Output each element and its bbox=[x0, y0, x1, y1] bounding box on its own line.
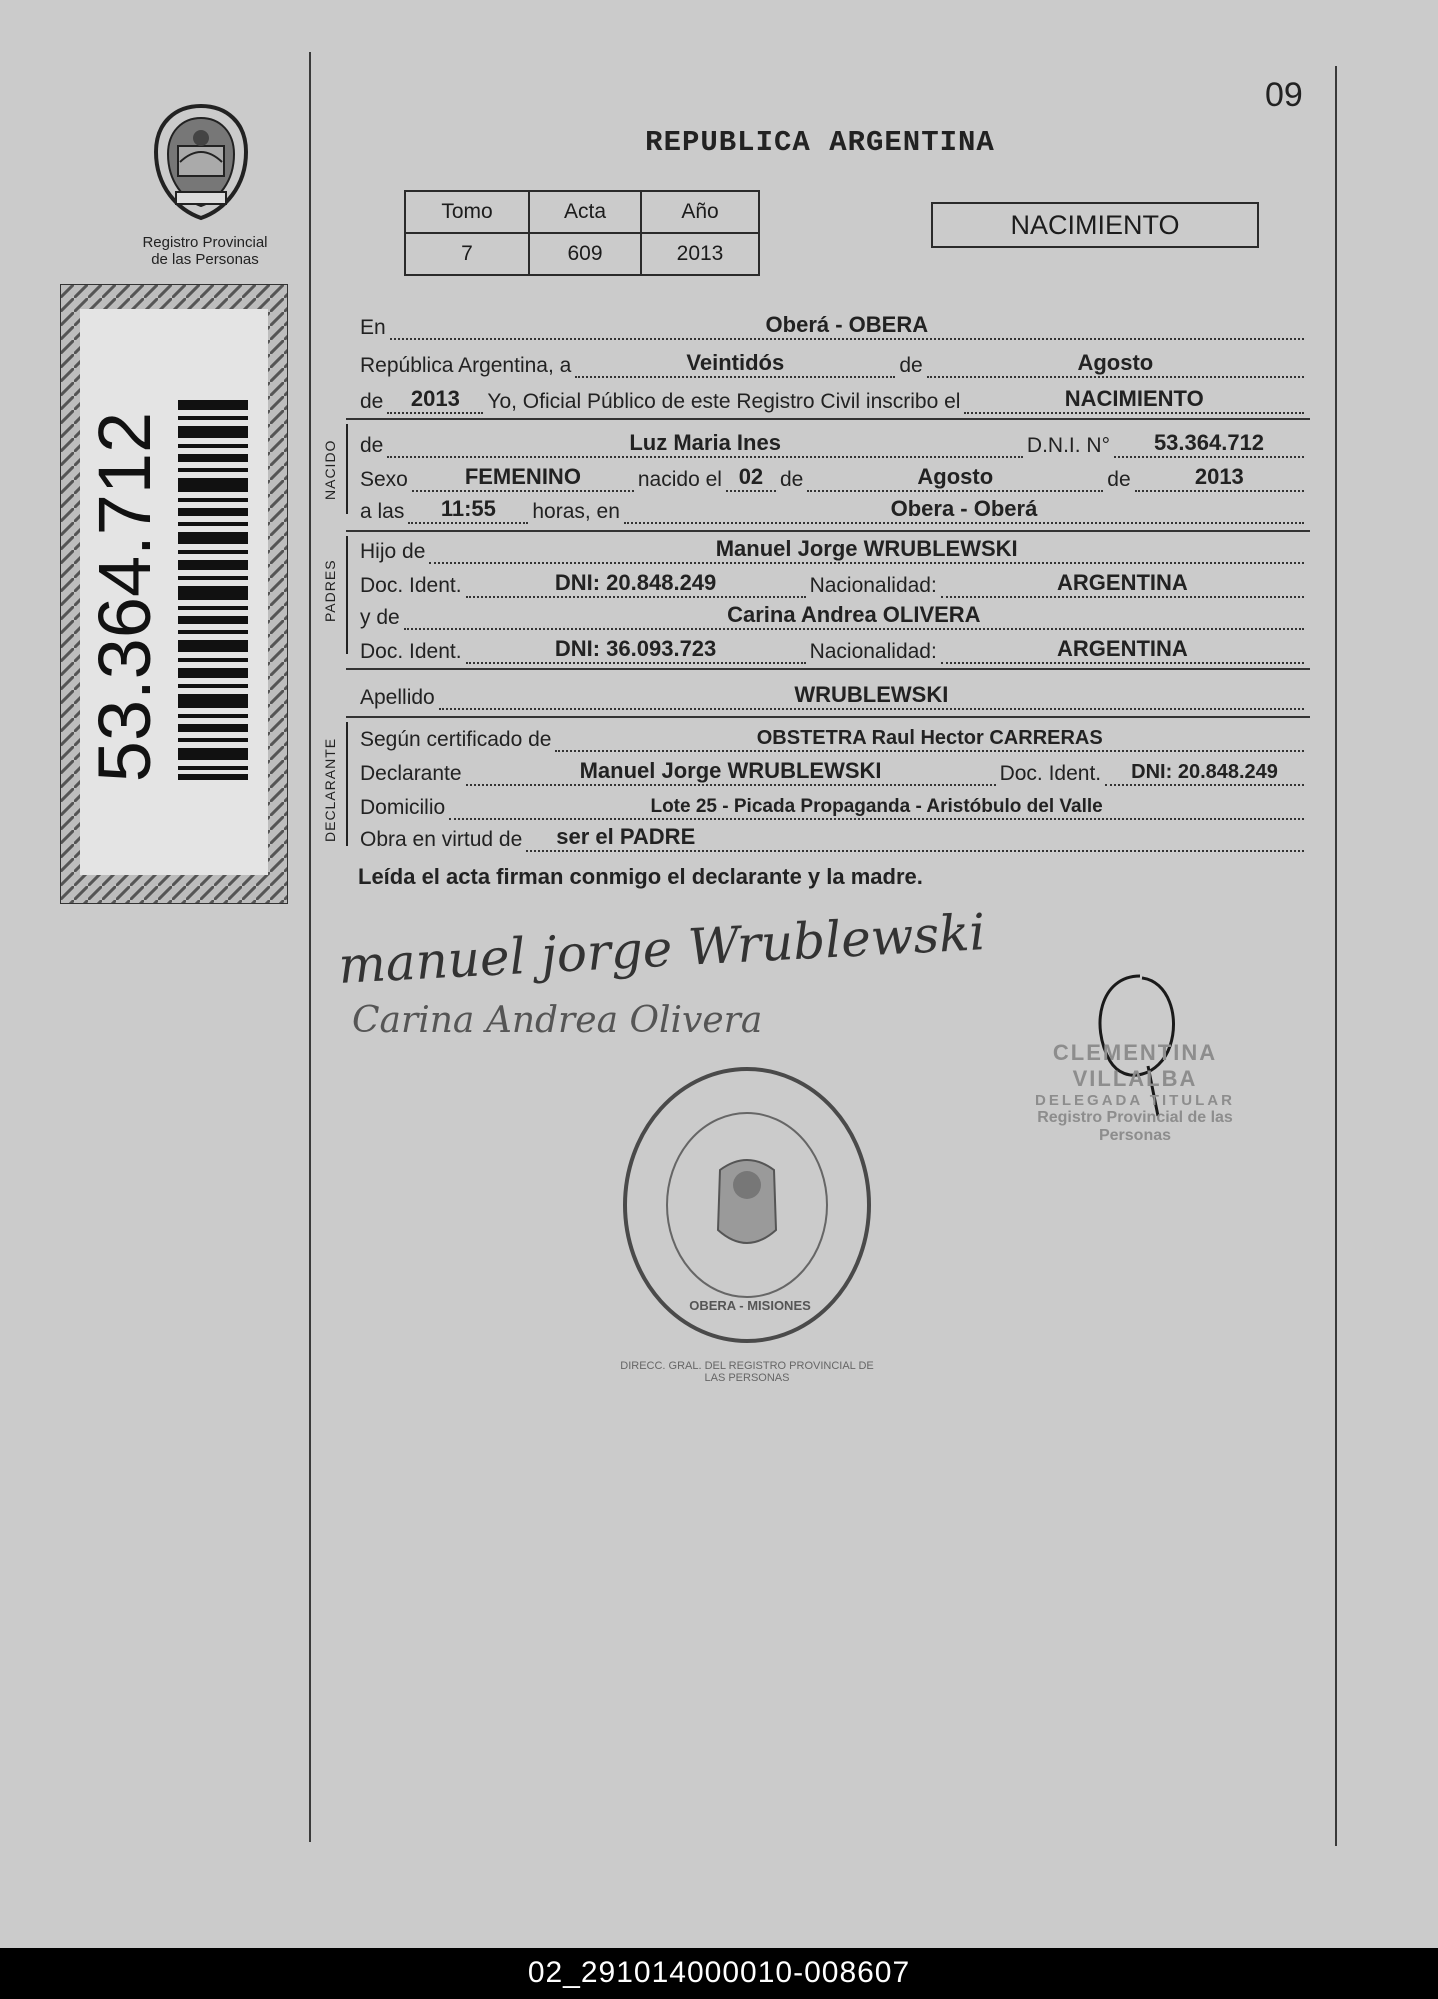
official-stamp bbox=[1005, 1040, 1265, 1145]
id-number-vertical: 53.364.712 bbox=[83, 411, 166, 783]
act-type-field bbox=[964, 386, 1304, 414]
nacido-section-label: NACIDO bbox=[322, 439, 338, 500]
mother-nat-value: ARGENTINA bbox=[1057, 636, 1188, 661]
republica-label: República Argentina, a bbox=[360, 354, 572, 377]
row-obra bbox=[360, 818, 1308, 852]
right-margin-rule bbox=[1335, 66, 1337, 1846]
row-domicilio bbox=[360, 786, 1308, 820]
dni-label: D.N.I. N° bbox=[1026, 434, 1110, 457]
cert-label: Según certificado de bbox=[360, 728, 552, 751]
birth-de-label-2: de bbox=[1107, 468, 1131, 491]
child-name-field bbox=[387, 430, 1023, 458]
official-org: Registro Provincial de las Personas bbox=[1037, 1109, 1233, 1144]
nacido-section-bar bbox=[346, 424, 348, 514]
padres-section-bar bbox=[346, 536, 348, 654]
yo-text: Yo, Oficial Público de este Registro Civil inscribo el bbox=[487, 390, 961, 413]
birth-day-value: 02 bbox=[738, 464, 764, 489]
row-mother bbox=[360, 596, 1308, 630]
decl-doc-field bbox=[1105, 762, 1304, 786]
document-title: REPUBLICA ARGENTINA bbox=[645, 126, 995, 159]
barcode bbox=[178, 400, 248, 780]
domicilio-value: Lote 25 - Picada Propaganda - Aristóbulo del Valle bbox=[650, 796, 1103, 817]
logo-caption bbox=[120, 234, 290, 268]
de-label: de bbox=[899, 354, 923, 377]
child-name-value: Luz Maria Ines bbox=[629, 430, 781, 455]
father-nat-field bbox=[941, 570, 1304, 598]
registry-table bbox=[404, 190, 760, 276]
mother-signature: Carina Andrea Olivera bbox=[352, 1000, 763, 1041]
day-words-field bbox=[575, 350, 895, 378]
month-field bbox=[927, 350, 1304, 378]
birth-de-label: de bbox=[779, 468, 804, 491]
row-certificado bbox=[360, 718, 1308, 752]
sexo-field bbox=[412, 464, 634, 492]
row-mother-doc bbox=[360, 630, 1308, 664]
sexo-value: FEMENINO bbox=[464, 464, 581, 489]
child-dni-value: 53.364.712 bbox=[1153, 430, 1265, 455]
declarante-label: Declarante bbox=[360, 762, 462, 785]
declarante-field bbox=[466, 758, 996, 786]
scan-file-id: 02_291014000010-008607 bbox=[527, 1956, 911, 1989]
record-kind-box: NACIMIENTO bbox=[931, 202, 1259, 248]
father-nat-value: ARGENTINA bbox=[1057, 570, 1188, 595]
birth-day-field bbox=[726, 464, 776, 492]
birth-month-value: Agosto bbox=[917, 464, 994, 489]
apellido-top-rule bbox=[346, 668, 1310, 670]
nacido-top-rule bbox=[346, 418, 1310, 420]
scan-footer bbox=[0, 1948, 1438, 1999]
row-apellido bbox=[360, 676, 1308, 710]
obra-label: Obra en virtud de bbox=[360, 828, 523, 851]
month-value: Agosto bbox=[1077, 350, 1154, 375]
mother-doc-label: Doc. Ident. bbox=[360, 640, 462, 663]
row-republica bbox=[360, 344, 1308, 378]
seal-inner-text: OBERA - MISIONES bbox=[689, 1298, 811, 1313]
mother-name-value: Carina Andrea OLIVERA bbox=[727, 602, 981, 627]
provincial-coat-of-arms-icon bbox=[146, 102, 256, 222]
day-words-value: Veintidós bbox=[686, 350, 785, 375]
page-number: 09 bbox=[1265, 76, 1303, 114]
decl-doc-value: DNI: 20.848.249 bbox=[1131, 761, 1278, 783]
row-en bbox=[360, 306, 1308, 340]
sexo-label: Sexo bbox=[360, 468, 408, 491]
row-hijo bbox=[360, 530, 1308, 564]
row-declarante bbox=[360, 752, 1308, 786]
obra-value: ser el PADRE bbox=[556, 824, 696, 849]
act-type-value: NACIMIENTO bbox=[1064, 386, 1204, 411]
mother-doc-value: DNI: 36.093.723 bbox=[554, 636, 717, 661]
registry-value-row bbox=[405, 233, 759, 275]
official-name: CLEMENTINA VILLALBA bbox=[1052, 1040, 1218, 1091]
row-nacido-name bbox=[360, 424, 1308, 458]
domicilio-label: Domicilio bbox=[360, 796, 446, 819]
year-field bbox=[387, 386, 483, 414]
en-label: En bbox=[360, 316, 386, 339]
birth-month-field bbox=[807, 464, 1103, 492]
row-sexo bbox=[360, 458, 1308, 492]
obra-field bbox=[526, 824, 1304, 852]
mother-nat-field bbox=[941, 636, 1304, 664]
left-margin-rule bbox=[309, 52, 311, 1842]
birth-time-value: 11:55 bbox=[440, 496, 496, 521]
cert-field bbox=[555, 728, 1304, 752]
year-value: 2013 bbox=[410, 386, 460, 411]
birth-year-value: 2013 bbox=[1194, 464, 1244, 489]
registry-header-row bbox=[405, 191, 759, 233]
father-doc-value: DNI: 20.848.249 bbox=[554, 570, 717, 595]
nacido-el-label: nacido el bbox=[637, 468, 722, 491]
y-de-label: y de bbox=[360, 606, 400, 629]
a-las-label: a las bbox=[360, 500, 405, 523]
domicilio-field bbox=[449, 796, 1304, 820]
logo-caption-line-2: de las Personas bbox=[151, 251, 259, 268]
father-name-field bbox=[429, 536, 1304, 564]
row-father-doc bbox=[360, 564, 1308, 598]
apellido-label: Apellido bbox=[360, 686, 435, 709]
father-signature: manuel jorge Wrublewski bbox=[336, 903, 987, 995]
row-hora bbox=[360, 490, 1308, 524]
father-name-value: Manuel Jorge WRUBLEWSKI bbox=[715, 536, 1018, 561]
child-dni-field bbox=[1114, 430, 1304, 458]
decl-doc-label: Doc. Ident. bbox=[999, 762, 1102, 785]
declarante-section-label: DECLARANTE bbox=[322, 737, 338, 842]
closing-statement: Leída el acta firman conmigo el declarante y la madre. bbox=[358, 864, 923, 889]
hijo-de-label: Hijo de bbox=[360, 540, 426, 563]
place-value: Oberá - OBERA bbox=[765, 312, 929, 337]
anio-header: Año bbox=[641, 191, 759, 233]
acta-value: 609 bbox=[529, 233, 641, 275]
de-year-label: de bbox=[360, 390, 384, 413]
birth-place-value: Obera - Oberá bbox=[890, 496, 1038, 521]
row-anio bbox=[360, 380, 1308, 414]
seal-text: DIRECC. GRAL. DEL REGISTRO PROVINCIAL DE LAS PERSONAS bbox=[620, 1360, 874, 1384]
nacido-de-label: de bbox=[360, 434, 384, 457]
birth-time-field bbox=[408, 496, 528, 524]
apellido-value: WRUBLEWSKI bbox=[794, 682, 949, 707]
tomo-value: 7 bbox=[405, 233, 529, 275]
padres-section-label: PADRES bbox=[322, 559, 338, 622]
mother-doc-field bbox=[466, 636, 806, 664]
official-role: DELEGADA TITULAR bbox=[1035, 1092, 1235, 1109]
place-field bbox=[390, 312, 1304, 340]
declarante-section-bar bbox=[346, 722, 348, 846]
cert-value: OBSTETRA Raul Hector CARRERAS bbox=[756, 727, 1103, 749]
birth-place-field bbox=[624, 496, 1304, 524]
logo-caption-line-1: Registro Provincial bbox=[142, 234, 268, 251]
father-doc-field bbox=[466, 570, 806, 598]
acta-header: Acta bbox=[529, 191, 641, 233]
apellido-field bbox=[439, 682, 1304, 710]
mother-nat-label: Nacionalidad: bbox=[809, 640, 937, 663]
declarante-value: Manuel Jorge WRUBLEWSKI bbox=[579, 758, 882, 783]
horas-en-label: horas, en bbox=[532, 500, 620, 523]
father-doc-label: Doc. Ident. bbox=[360, 574, 462, 597]
anio-value: 2013 bbox=[641, 233, 759, 275]
birth-year-field bbox=[1135, 464, 1304, 492]
father-nat-label: Nacionalidad: bbox=[809, 574, 937, 597]
tomo-header: Tomo bbox=[405, 191, 529, 233]
mother-name-field bbox=[404, 602, 1304, 630]
